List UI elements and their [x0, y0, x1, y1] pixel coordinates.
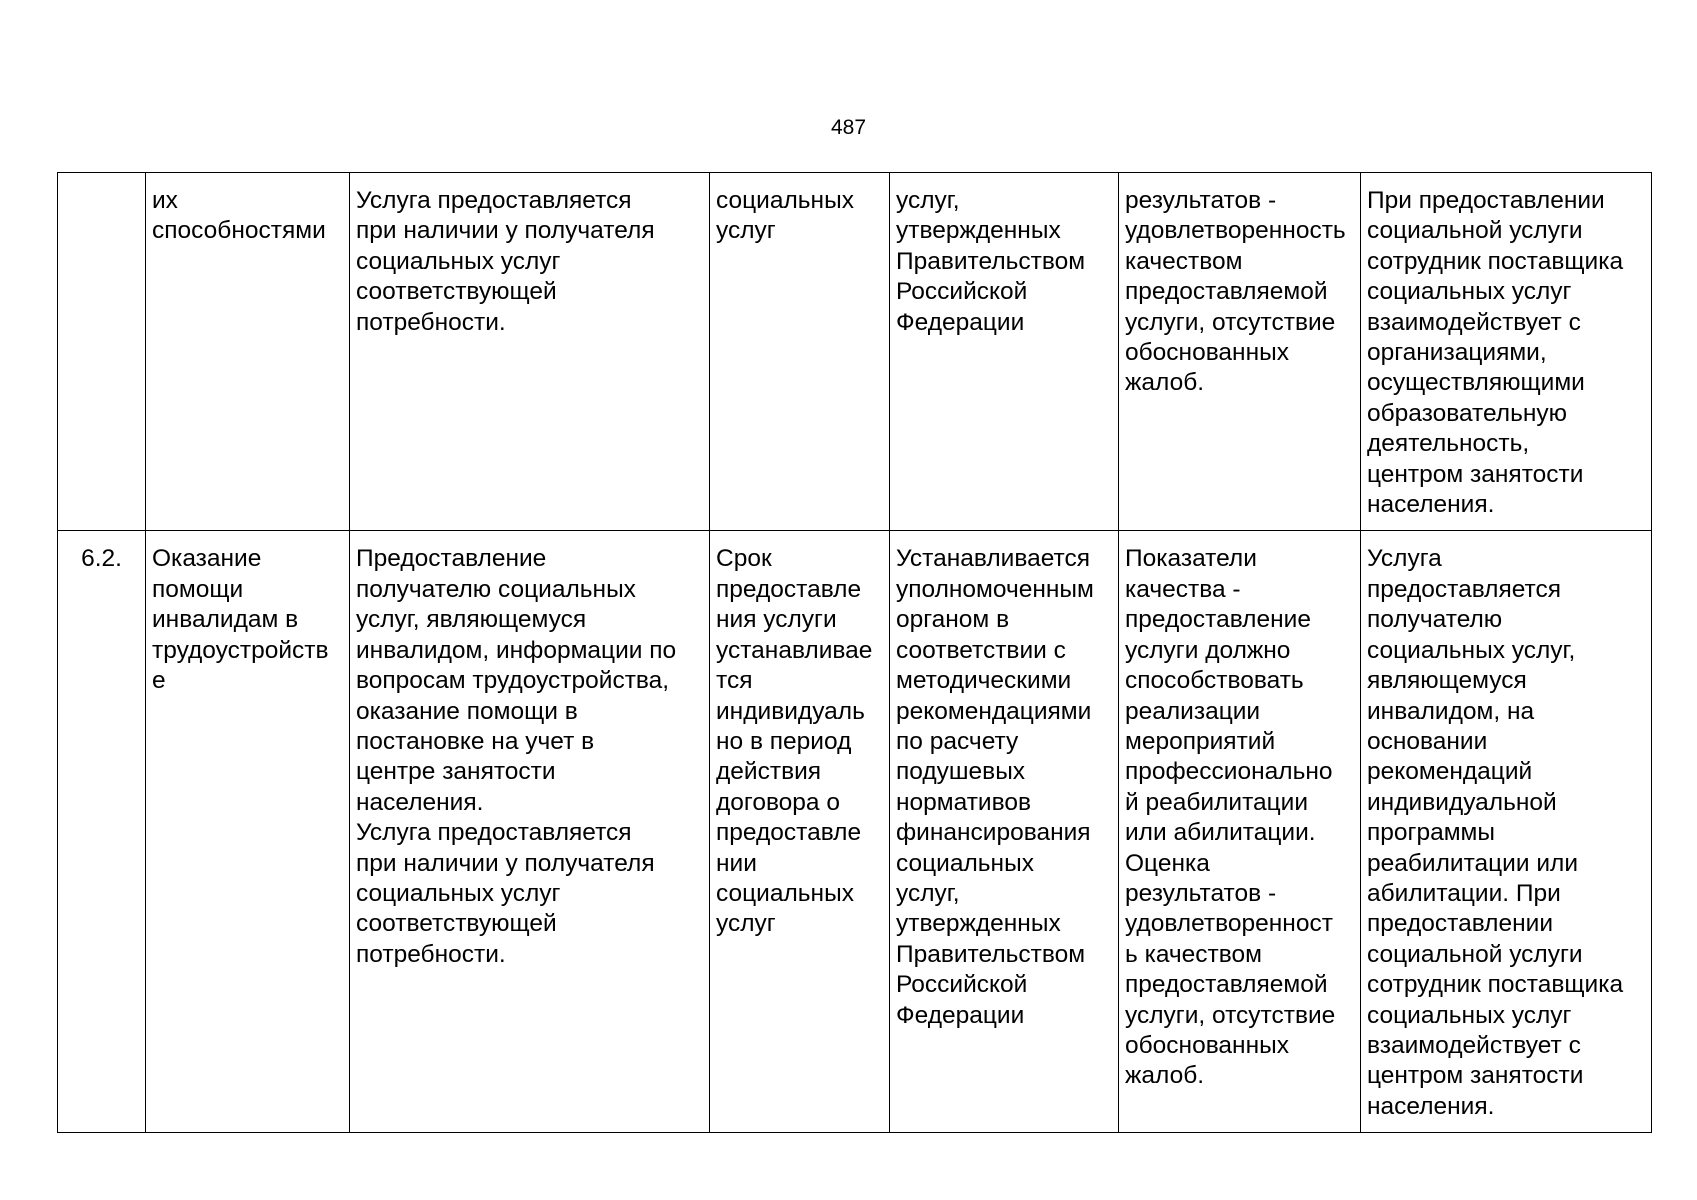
service-norm-cell [890, 531, 1119, 1133]
row-number: 6.2. [81, 545, 122, 573]
service-quality: результатов - удовлетворенность качеством предоставляемой услуги, отсутствие обоснованных жалоб. [1125, 187, 1346, 397]
service-description: Предоставление получателю социальных услуг, являющемуся инвалидом, информации по вопросам трудоустройства, оказание помощи в постановке на учет в центре занятости населения. Услуга предоставляется при наличии у получателя социальных услуг соответствующей потребности. [356, 545, 677, 968]
row-number-cell [58, 173, 146, 531]
table-row [58, 173, 1652, 531]
service-quality-cell [1119, 173, 1361, 531]
page-number: 487 [830, 116, 867, 139]
services-table [57, 172, 1652, 1133]
service-term-cell [710, 173, 890, 531]
service-description: Услуга предоставляется при наличии у получателя социальных услуг соответствующей потребности. [356, 187, 655, 336]
service-term: Срок предоставле ния услуги устанавливае тся индивидуаль но в период действия договора о предоставле нии социальных услуг [716, 545, 873, 938]
service-quality: Показатели качества - предоставление услуги должно способствовать реализации мероприятий профессионально й реабилитации или абилитации. Оценка результатов - удовлетворенност ь качеством предоставляемой услуги, отсутствие обоснованных жалоб. [1125, 545, 1336, 1090]
service-name-cell [146, 173, 350, 531]
table-row [58, 531, 1652, 1133]
service-norm: Устанавливается уполномоченным органом в соответствии с методическими рекомендациями по расчету подушевых нормативов финансирования социальных услуг, утвержденных Правительством Российской Федерации [896, 545, 1094, 1029]
service-name: их способностями [152, 187, 326, 245]
service-norm-cell [890, 173, 1119, 531]
service-name-cell [146, 531, 350, 1133]
service-quality-cell [1119, 531, 1361, 1133]
service-description-cell [350, 531, 710, 1133]
service-term-cell [710, 531, 890, 1133]
row-number-cell [58, 531, 146, 1133]
service-term: социальных услуг [716, 187, 854, 245]
service-description-cell [350, 173, 710, 531]
service-norm: услуг, утвержденных Правительством Российской Федерации [896, 187, 1086, 336]
service-conditions-cell [1361, 531, 1652, 1133]
service-conditions: При предоставлении социальной услуги сотрудник поставщика социальных услуг взаимодействует с организациями, осуществляющими образовательную деятельность, центром занятости населения. [1367, 187, 1624, 519]
service-conditions-cell [1361, 173, 1652, 531]
service-name: Оказание помощи инвалидам в трудоустройств е [152, 545, 329, 695]
service-conditions: Услуга предоставляется получателю социальных услуг, являющемуся инвалидом, на основании рекомендаций индивидуальной программы реабилитации или абилитации. При предоставлении социальной услуги сотрудник поставщика социальных услуг взаимодействует с центром занятости населения. [1367, 545, 1624, 1120]
